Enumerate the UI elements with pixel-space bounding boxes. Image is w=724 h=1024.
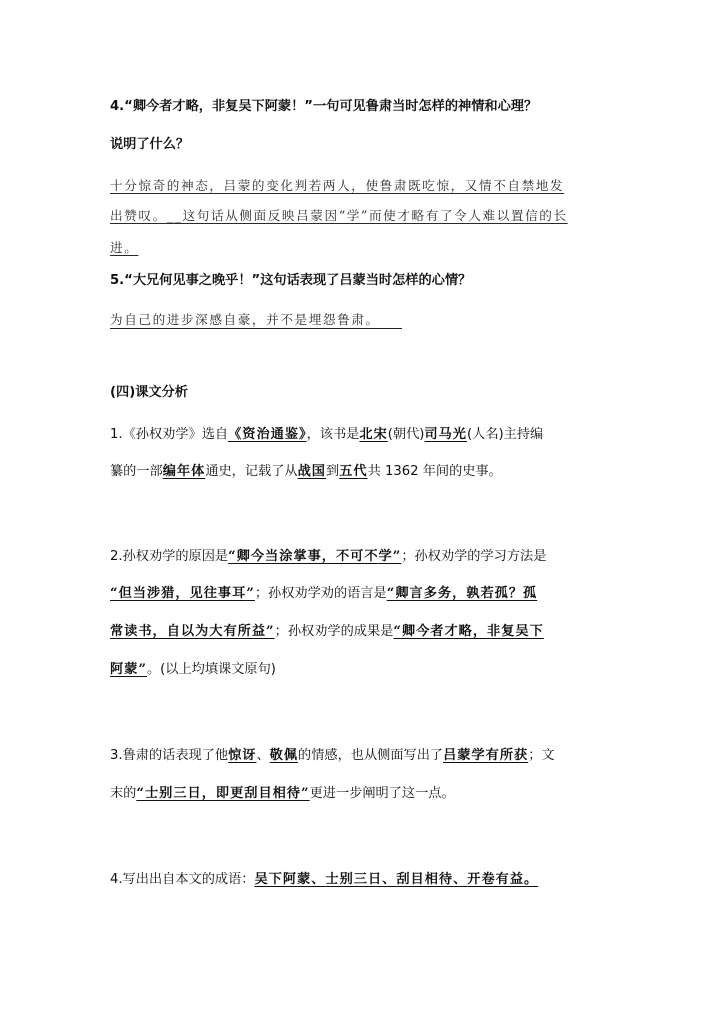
p1-text-a: 1.《孙权劝学》选自 (110, 427, 229, 442)
p1-genre: 编年体 (162, 464, 206, 479)
p1-author: 司马光 (424, 427, 467, 442)
q4-answer-line2: 出赞叹。__这句话从侧面反映吕蒙因“学”而使才略有了令人难以置信的长 (110, 208, 568, 223)
p1-text-e: (朝代) (387, 427, 425, 442)
p3-quote: “士别三日，即更刮目相待” (136, 786, 310, 801)
p2-line1 (110, 547, 618, 567)
p2-line4 (110, 660, 618, 680)
q4-title-line2: 说明了什么？ (110, 137, 190, 152)
p2-reason: “卿今当涂掌事，不可不学” (228, 549, 402, 564)
p2-result-part1: “卿今者才略，非复吴下 (393, 624, 544, 639)
p1-dynasty: 北宋 (359, 427, 388, 442)
q4-title-line1: 4.“卿今者才略，非复吴下阿蒙！”一句可见鲁肃当时怎样的神情和心理？ (110, 99, 538, 114)
p1-end-period: 五代 (339, 464, 368, 479)
p3-line2 (110, 784, 618, 804)
p3-text-j: 更进一步阐明了这一点。 (309, 786, 455, 801)
p3-text-e: 的情感，也从侧面写出了 (298, 748, 444, 763)
p2-quote-close: ” (246, 586, 255, 601)
p2-result-part2: 阿蒙” (110, 662, 147, 677)
p1-text-h: 纂的一部 (110, 464, 163, 479)
p4-line1 (110, 870, 618, 890)
q5-title: 5.“大兄何见事之晚乎！”这句话表现了吕蒙当时怎样的心情？ (110, 273, 472, 288)
q5-answer-text: 为自己的进步深感自豪，并不是埋怨鲁肃。 (110, 312, 380, 327)
p3-text-c: 、 (256, 748, 270, 763)
p4-end: 。 (524, 872, 539, 887)
p1-source-book: 《资治通鉴》 (228, 427, 307, 442)
p2-text-g: ；孙权劝学劝的语言是 (254, 586, 387, 601)
p3-text-h: 末的 (110, 786, 137, 801)
p1-text-c: ，该书是 (306, 427, 360, 442)
p1-text-l: 到 (326, 464, 340, 479)
p3-text-g: ；文 (528, 748, 555, 763)
p2-words-part1: “卿言多务，孰若孤？孤 (386, 586, 538, 601)
p4-idiom-4: 开卷有益 (467, 872, 525, 887)
p3-progress: 吕蒙学有所获 (443, 748, 529, 763)
p2-method: 但当涉猎，见往事耳 (118, 586, 247, 601)
p2-text-c: ；孙权劝学的学习方法是 (401, 549, 547, 564)
p3-line1 (110, 746, 618, 766)
q4-answer-line3: 进。 (110, 240, 139, 255)
p4-sep-3: 、 (453, 872, 468, 887)
p2-text-m: 。(以上均填课文原句) (146, 662, 276, 677)
p1-line2 (110, 462, 618, 482)
p1-text-g: (人名)主持编 (466, 427, 544, 442)
p3-feeling-1: 惊讶 (228, 748, 257, 763)
p2-quote-open: “ (110, 586, 119, 601)
q5-answer-underline-tail (380, 312, 402, 329)
p1-text-n: 共 1362 年间的史事。 (367, 464, 502, 479)
p3-text-a: 3.鲁肃的话表现了他 (110, 748, 229, 763)
q5-answer (110, 310, 618, 330)
p4-idiom-2: 士别三日 (325, 872, 383, 887)
p1-text-j: 通史，记载了从 (205, 464, 298, 479)
p4-text-a: 4.写出出自本文的成语： (110, 872, 255, 887)
p2-text-a: 2.孙权劝学的原因是 (110, 549, 229, 564)
p2-line3 (110, 622, 618, 642)
p2-words-part2: 常读书，自以为大有所益” (110, 624, 275, 639)
p2-text-j: ；孙权劝学的成果是 (274, 624, 394, 639)
p1-line1 (110, 425, 618, 445)
p4-idiom-3: 刮目相待 (396, 872, 454, 887)
p4-sep-2: 、 (382, 872, 397, 887)
p3-feeling-2: 敬佩 (269, 748, 299, 763)
p4-idiom-1: 吴下阿蒙 (254, 872, 312, 887)
p2-line2 (110, 584, 618, 604)
p4-sep-1: 、 (311, 872, 326, 887)
p1-start-period: 战国 (297, 464, 326, 479)
q4-answer-line1: 十分惊奇的神态，吕蒙的变化判若两人，使鲁肃既吃惊，又情不自禁地发 (110, 178, 565, 193)
section-heading: (四)课文分析 (110, 385, 188, 400)
